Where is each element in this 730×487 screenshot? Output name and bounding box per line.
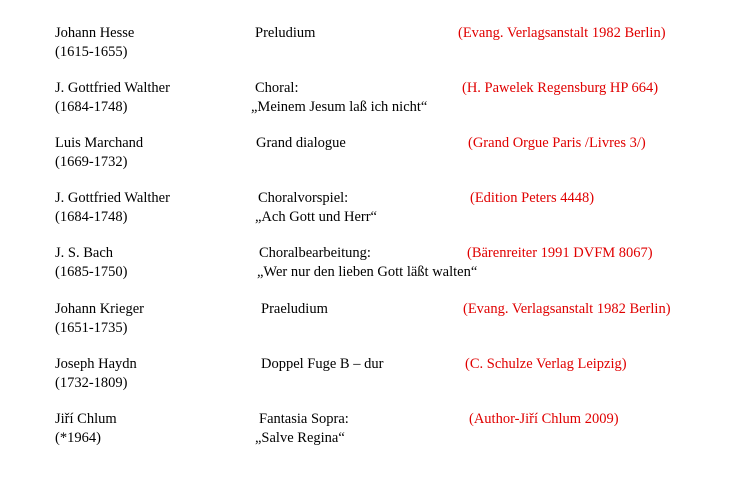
composer-name: Johann Krieger [55, 301, 144, 317]
publisher-cell [470, 189, 594, 208]
composer-dates: (1615-1655) [55, 43, 128, 60]
composer-cell [55, 189, 170, 226]
composer-name: Jiří Chlum [55, 411, 117, 427]
work-cell [256, 134, 346, 153]
publisher-text: (Evang. Verlagsanstalt 1982 Berlin) [458, 25, 666, 41]
composer-cell [55, 134, 143, 171]
composer-name: Johann Hesse [55, 25, 135, 41]
work-title: Grand dialogue [256, 135, 346, 151]
composer-cell [55, 79, 170, 116]
work-title: Fantasia Sopra: [259, 411, 349, 427]
publisher-text: (Grand Orgue Paris /Livres 3/) [468, 135, 646, 151]
publisher-cell [465, 355, 627, 374]
work-cell [255, 410, 349, 447]
publisher-cell [469, 410, 619, 429]
composer-cell [55, 24, 134, 61]
composer-cell [55, 410, 117, 447]
program-entry [0, 410, 730, 450]
program-entry [0, 355, 730, 395]
work-subtitle: „Meinem Jesum laß ich nicht“ [251, 98, 428, 115]
composer-dates: (1669-1732) [55, 153, 128, 170]
work-subtitle: „Salve Regina“ [255, 429, 345, 446]
work-title: Praeludium [261, 301, 328, 317]
composer-name: J. Gottfried Walther [55, 190, 170, 206]
work-title: Choral: [255, 80, 299, 96]
publisher-cell [462, 79, 658, 98]
composer-dates: (1684-1748) [55, 208, 128, 225]
program-entry [0, 24, 730, 64]
work-cell [261, 300, 328, 319]
publisher-text: (C. Schulze Verlag Leipzig) [465, 356, 627, 372]
work-title: Choralvorspiel: [258, 190, 349, 206]
composer-cell [55, 244, 128, 281]
work-title: Doppel Fuge B – dur [261, 356, 384, 372]
work-cell [251, 79, 427, 116]
composer-cell [55, 300, 144, 337]
composer-name: J. S. Bach [55, 245, 113, 261]
composer-dates: (1685-1750) [55, 263, 128, 280]
publisher-cell [463, 300, 671, 319]
publisher-cell [467, 244, 653, 263]
composer-name: Joseph Haydn [55, 356, 137, 372]
composer-name: Luis Marchand [55, 135, 144, 151]
publisher-text: (H. Pawelek Regensburg HP 664) [462, 80, 659, 96]
program-entry [0, 134, 730, 174]
program-entry [0, 300, 730, 340]
work-cell [261, 355, 383, 374]
work-cell [257, 244, 477, 281]
publisher-cell [468, 134, 646, 153]
program-entry [0, 244, 730, 284]
work-title: Choralbearbeitung: [259, 245, 371, 261]
publisher-text: (Evang. Verlagsanstalt 1982 Berlin) [463, 301, 671, 317]
publisher-text: (Author-Jiří Chlum 2009) [469, 411, 619, 427]
composer-dates: (1732-1809) [55, 374, 128, 391]
work-cell [255, 24, 315, 43]
work-cell [255, 189, 377, 226]
composer-dates: (1651-1735) [55, 319, 128, 336]
composer-name: J. Gottfried Walther [55, 80, 170, 96]
program-entry [0, 189, 730, 229]
publisher-text: (Bärenreiter 1991 DVFM 8067) [467, 245, 653, 261]
work-subtitle: „Wer nur den lieben Gott läßt walten“ [257, 263, 478, 280]
publisher-text: (Edition Peters 4448) [470, 190, 595, 206]
work-title: Preludium [255, 25, 316, 41]
work-subtitle: „Ach Gott und Herr“ [255, 208, 377, 225]
program-entry [0, 79, 730, 119]
composer-dates: (*1964) [55, 429, 101, 446]
publisher-cell [458, 24, 666, 43]
composer-cell [55, 355, 137, 392]
composer-dates: (1684-1748) [55, 98, 128, 115]
